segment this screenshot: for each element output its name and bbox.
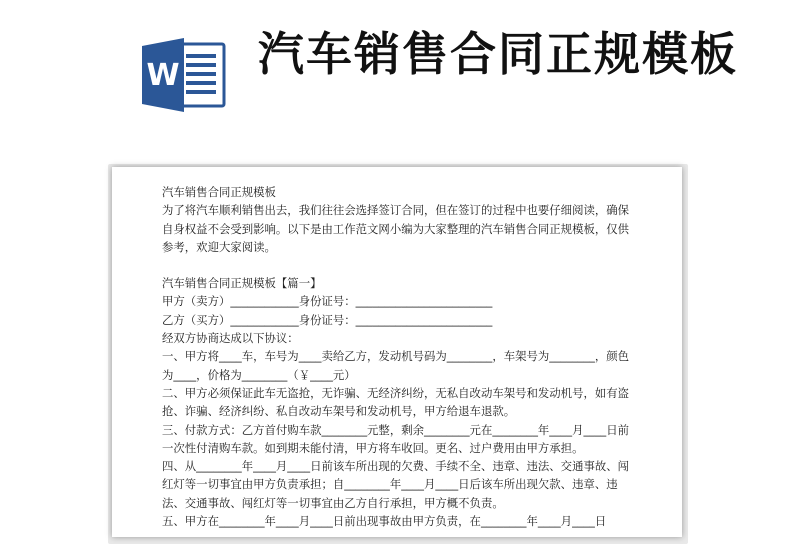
section-title: 汽车销售合同正规模板【篇一】 xyxy=(162,276,322,291)
contract-line: 甲方（卖方）____________身份证号：________________________ xyxy=(162,294,493,309)
contract-line: 经双方协商达成以下协议： xyxy=(162,331,299,346)
document-page xyxy=(112,167,682,537)
contract-line: 四、从________年____月____日前该车所出现的欠费、手续不全、违章、违法、交通事故、闯红灯等一切事宜由甲方负责承担；自________年____月____日后该车所出现欠款、违章、违法、交通事故、闯红灯等一切事宜由乙方自行承担，甲方概不负责。 xyxy=(162,459,630,510)
contract-line: 一、甲方将____车，车号为____卖给乙方，发动机号码为________，车架号为________，颜色为____，价格为________（￥____元） xyxy=(162,349,630,382)
document-heading: 汽车销售合同正规模板 xyxy=(162,185,276,199)
contract-line: 乙方（买方）____________身份证号：________________________ xyxy=(162,312,493,327)
header xyxy=(0,0,800,150)
contract-line: 二、甲方必须保证此车无盗抢，无诈骗、无经济纠纷，无私自改动车架号和发动机号，如有盗抢、诈骗、经济纠纷、私自改动车架号和发动机号，甲方给退车退款。 xyxy=(162,385,630,419)
word-icon-letter: W xyxy=(146,58,180,93)
contract-line: 五、甲方在________年____月____日前出现事故由甲方负责，在________年____月____日 xyxy=(162,514,607,529)
document-intro: 为了将汽车顺利销售出去，我们往往会选择签订合同，但在签订的过程中也要仔细阅读，确保自身权益不会受到影响。以下是由工作范文网小编为大家整理的汽车销售合同正规模板，仅供参考，欢迎大家阅读。 xyxy=(162,203,630,254)
contract-line: 三、付款方式：乙方首付购车款________元整，剩余________元在________年____月____日前一次性付清购车款。如到期未能付清，甲方将车收回。更名、过户费用由甲方承担。 xyxy=(162,422,630,455)
document-body xyxy=(162,183,640,530)
word-document-icon xyxy=(140,38,226,112)
page-title: 汽车销售合同正规模板 xyxy=(258,27,738,81)
